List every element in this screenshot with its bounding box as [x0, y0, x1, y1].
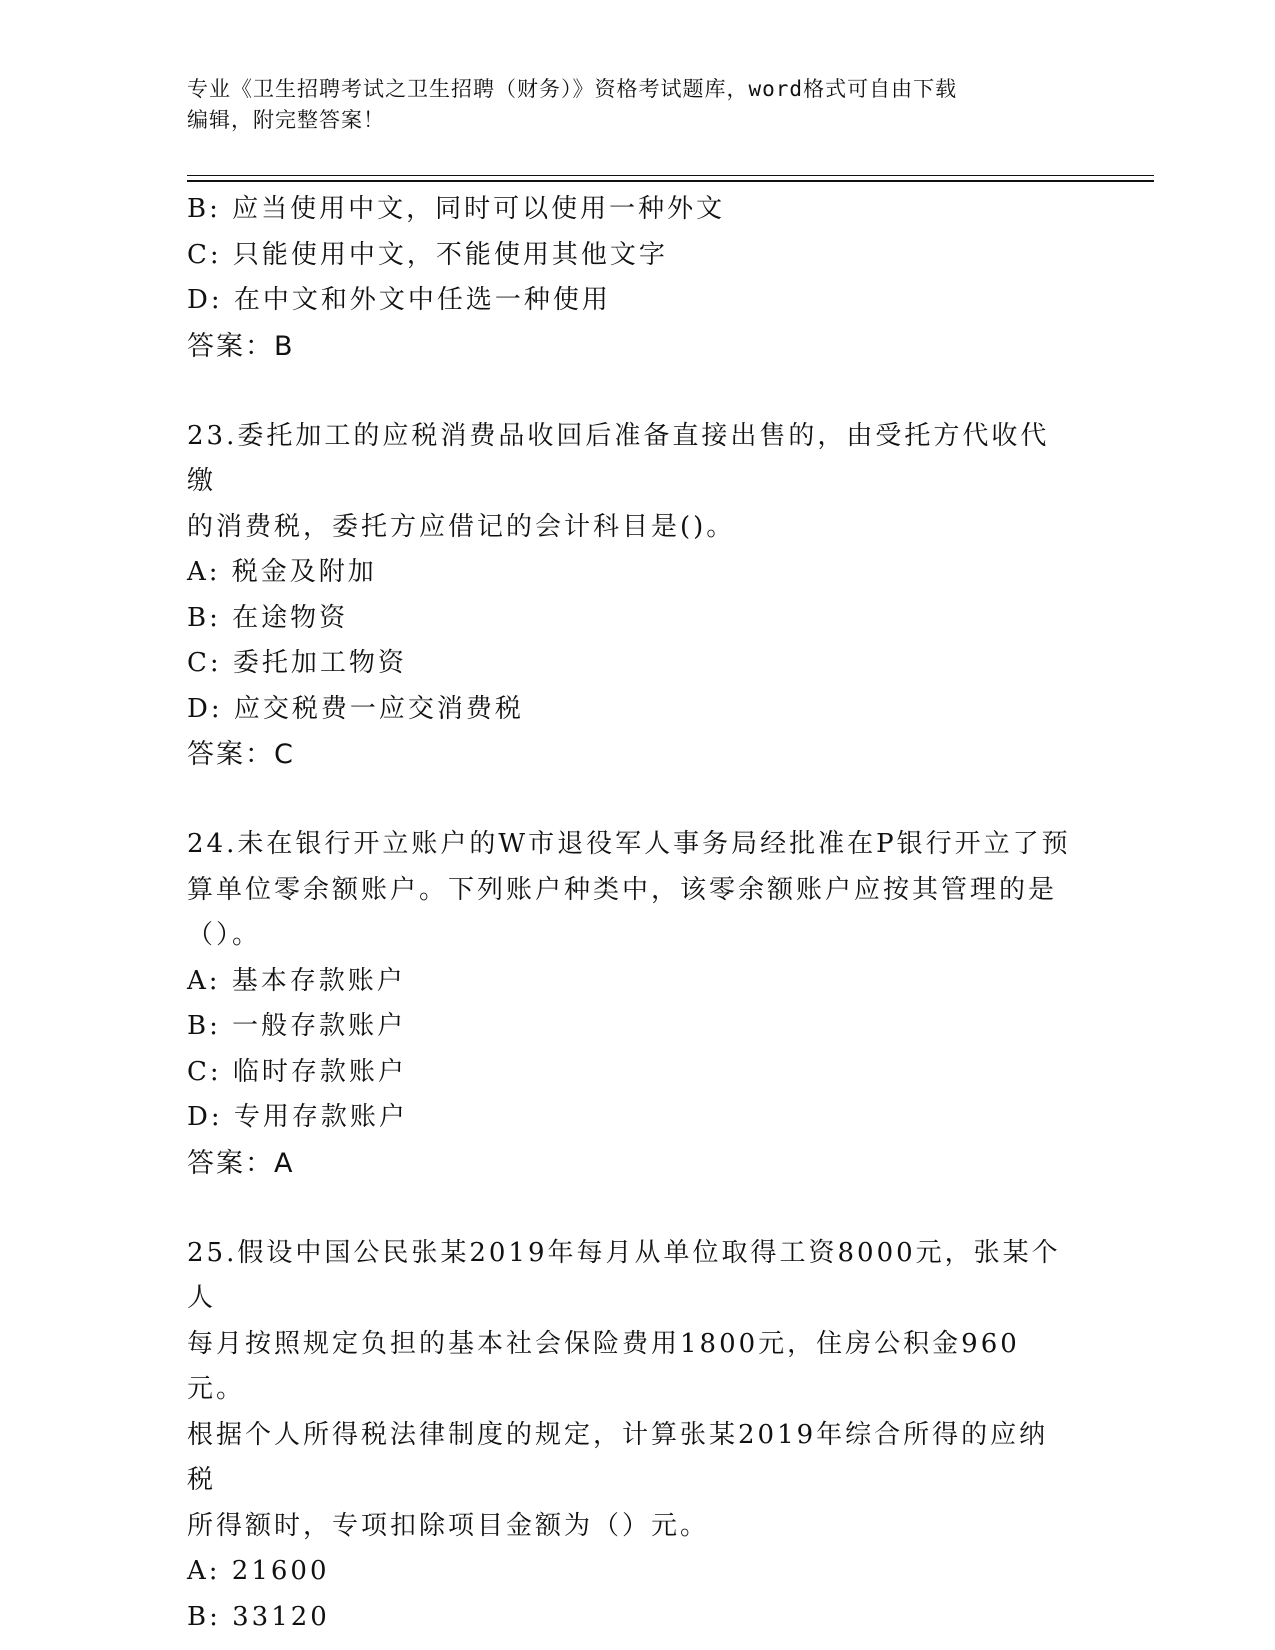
stem-line: 所得额时，专项扣除项目金额为（）元。 [187, 1510, 710, 1541]
option-d: D: 专用存款账户 [187, 1102, 408, 1132]
question-24 [187, 822, 1077, 1187]
document-header [187, 74, 1067, 136]
question-content [187, 187, 1077, 1640]
stem-line: 24.未在银行开立账户的W市退役军人事务局经批准在P银行开立了预 [187, 829, 1071, 859]
question-25 [187, 1231, 1077, 1641]
stem-line: 的消费税，委托方应借记的会计科目是()。 [187, 511, 736, 542]
stem-line: 23.委托加工的应税消费品收回后准备直接出售的，由受托方代收代缴 [187, 420, 1050, 496]
option-c: C: 临时存款账户 [187, 1056, 407, 1087]
option-b: B: 应当使用中文，同时可以使用一种外文 [187, 194, 726, 224]
question-23 [187, 414, 1077, 779]
option-d: D: 在中文和外文中任选一种使用 [187, 285, 611, 315]
option-b: B: 在途物资 [187, 602, 349, 633]
header-rule-thick [187, 180, 1154, 182]
answer-label: 答案：C [187, 739, 295, 770]
question-stem [187, 822, 1077, 959]
stem-line: 每月按照规定负担的基本社会保险费用1800元，住房公积金960元。 [187, 1328, 1020, 1404]
option-d: D: 应交税费一应交消费税 [187, 693, 524, 724]
option-a: A: 21600 [187, 1556, 330, 1586]
option-a: A: 基本存款账户 [187, 965, 406, 996]
question-22 [187, 187, 1077, 370]
answer-label: 答案：A [187, 1147, 295, 1179]
stem-line: （）。 [187, 920, 262, 950]
option-a: A: 税金及附加 [187, 557, 377, 587]
stem-line: 25.假设中国公民张某2019年每月从单位取得工资8000元，张某个人 [187, 1237, 1061, 1313]
question-stem [187, 1231, 1077, 1550]
header-rule-thin [187, 175, 1154, 176]
option-c: C: 只能使用中文，不能使用其他文字 [187, 239, 668, 270]
option-b: B: 一般存款账户 [187, 1011, 407, 1041]
stem-line: 根据个人所得税法律制度的规定，计算张某2019年综合所得的应纳税 [187, 1419, 1049, 1495]
stem-line: 算单位零余额账户。下列账户种类中，该零余额账户应按其管理的是 [187, 874, 1058, 905]
header-line-2: 编辑，附完整答案！ [187, 108, 385, 132]
question-stem [187, 414, 1077, 551]
header-line-1: 专业《卫生招聘考试之卫生招聘（财务）》资格考试题库，word格式可自由下载 [187, 77, 958, 101]
option-b: B: 33120 [187, 1601, 330, 1632]
option-c: C: 委托加工物资 [187, 648, 407, 678]
answer-label: 答案：B [187, 330, 295, 362]
